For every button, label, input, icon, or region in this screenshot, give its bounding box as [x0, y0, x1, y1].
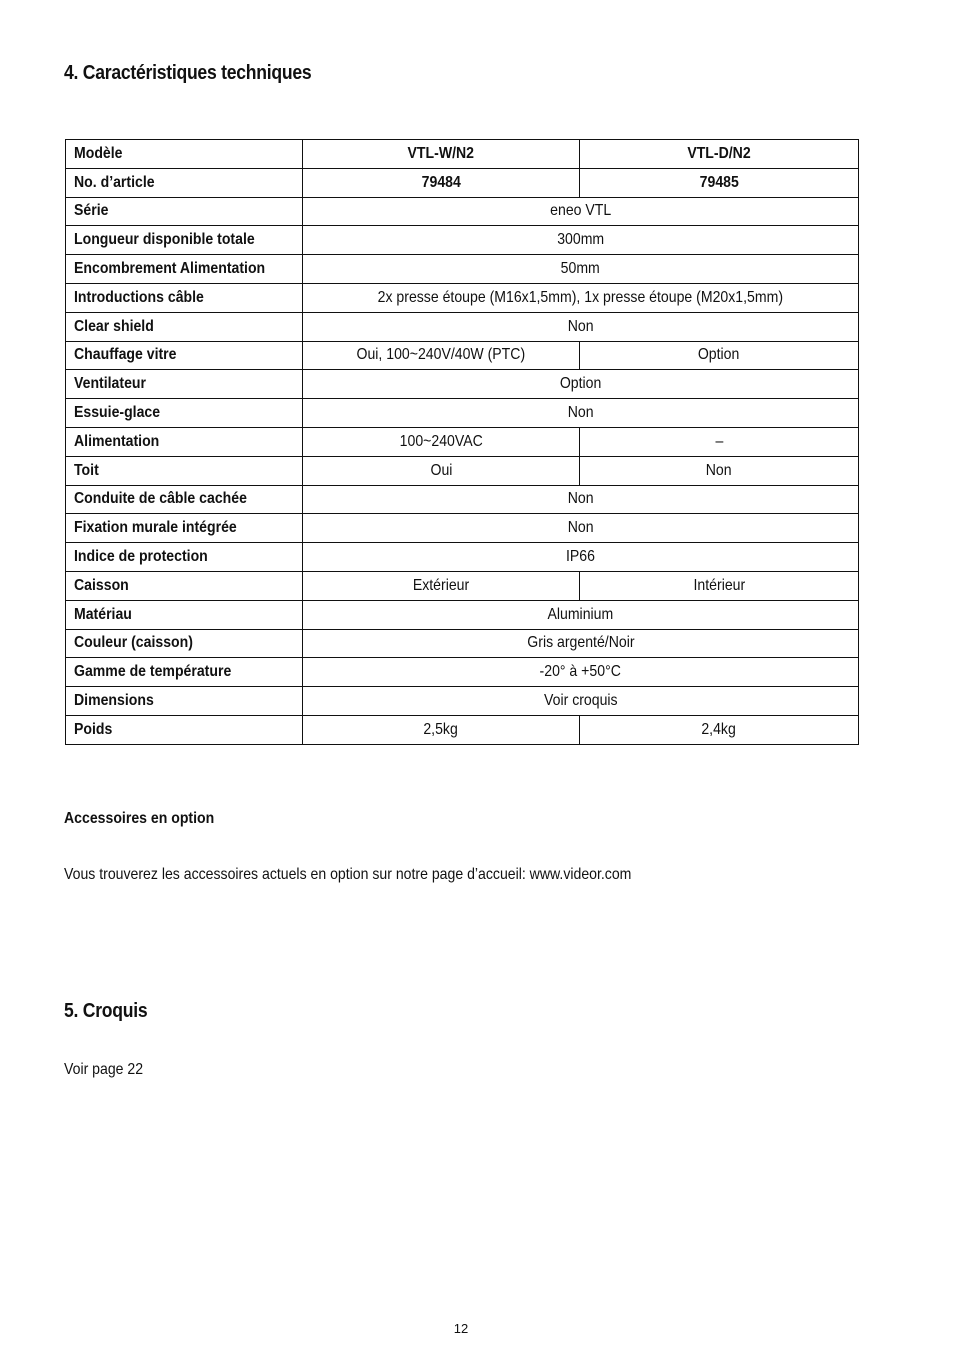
accessories-text: Vous trouverez les accessoires actuels en option sur notre page d’accueil: www.videor.com — [64, 866, 632, 883]
croquis-text: Voir page 22 — [64, 1061, 144, 1078]
row-value: eneo VTL — [549, 202, 612, 220]
row-value: Option — [559, 375, 602, 393]
row-label: Couleur (caisson) — [74, 634, 193, 652]
row-label: Ventilateur — [74, 375, 146, 393]
row-value: 300mm — [557, 231, 604, 249]
row-value: 2x presse étoupe (M16x1,5mm), 1x presse étoupe (M20x1,5mm) — [377, 288, 784, 306]
table-row — [66, 197, 859, 226]
row-label: Conduite de câble cachée — [74, 490, 247, 508]
article-w: 79484 — [421, 173, 461, 191]
row-label: Clear shield — [74, 317, 154, 335]
model-w-header: VTL-W/N2 — [407, 144, 475, 162]
row-value: Gris argenté/Noir — [526, 634, 635, 652]
row-label: Fixation murale intégrée — [74, 519, 237, 537]
model-d-header: VTL-D/N2 — [687, 144, 751, 162]
table-row — [66, 571, 859, 600]
row-value-d: 2,4kg — [701, 720, 737, 738]
row-label: Indice de protection — [74, 548, 208, 566]
page-number: 12 — [453, 1321, 469, 1336]
table-row — [66, 226, 859, 255]
table-row — [66, 399, 859, 428]
table-row — [66, 514, 859, 543]
row-label: Longueur disponible totale — [74, 231, 255, 249]
accessories-title: Accessoires en option — [64, 810, 215, 827]
row-label: Modèle — [74, 144, 123, 162]
row-label: Série — [74, 202, 109, 220]
row-value: Non — [567, 317, 594, 335]
row-value-w: Oui — [430, 461, 452, 479]
table-row — [66, 485, 859, 514]
table-row — [66, 341, 859, 370]
row-value-w: 2,5kg — [423, 720, 459, 738]
section-title-specifications: 4. Caractéristiques techniques — [64, 62, 312, 84]
table-row — [66, 283, 859, 312]
row-value: -20° à +50°C — [539, 663, 622, 681]
row-label: Alimentation — [74, 432, 160, 450]
row-label: Dimensions — [74, 692, 154, 710]
row-value: Voir croquis — [543, 692, 618, 710]
row-label: No. d’article — [74, 173, 155, 191]
table-row — [66, 543, 859, 572]
row-label: Caisson — [74, 576, 129, 594]
row-label: Introductions câble — [74, 288, 204, 306]
row-value-d: Intérieur — [693, 576, 745, 594]
row-value-d: – — [715, 432, 723, 450]
row-label: Matériau — [74, 605, 132, 623]
row-value-w: Oui, 100~240V/40W (PTC) — [356, 346, 526, 364]
table-row-article — [66, 168, 859, 197]
table-row — [66, 427, 859, 456]
row-value: Non — [567, 490, 594, 508]
row-value: Non — [567, 404, 594, 422]
table-row — [66, 456, 859, 485]
table-header-row — [66, 140, 859, 169]
table-row — [66, 600, 859, 629]
row-value: 50mm — [560, 260, 601, 278]
table-row — [66, 687, 859, 716]
row-label: Encombrement Alimentation — [74, 260, 266, 278]
table-row — [66, 715, 859, 744]
table-row — [66, 312, 859, 341]
row-value: IP66 — [566, 548, 595, 566]
row-label: Poids — [74, 720, 113, 738]
table-row — [66, 255, 859, 284]
table-row — [66, 658, 859, 687]
row-label: Essuie-glace — [74, 404, 161, 422]
table-row — [66, 629, 859, 658]
row-label: Toit — [74, 461, 99, 479]
specifications-table — [65, 139, 859, 745]
row-value: Aluminium — [547, 605, 614, 623]
table-row — [66, 370, 859, 399]
row-value-w: 100~240VAC — [399, 432, 483, 450]
row-value-d: Option — [698, 346, 740, 364]
row-value-w: Extérieur — [412, 576, 470, 594]
row-label: Chauffage vitre — [74, 346, 177, 364]
article-d: 79485 — [699, 173, 739, 191]
section-title-croquis: 5. Croquis — [64, 1000, 148, 1022]
row-label: Gamme de température — [74, 663, 232, 681]
row-value-d: Non — [706, 461, 732, 479]
row-value: Non — [567, 519, 594, 537]
